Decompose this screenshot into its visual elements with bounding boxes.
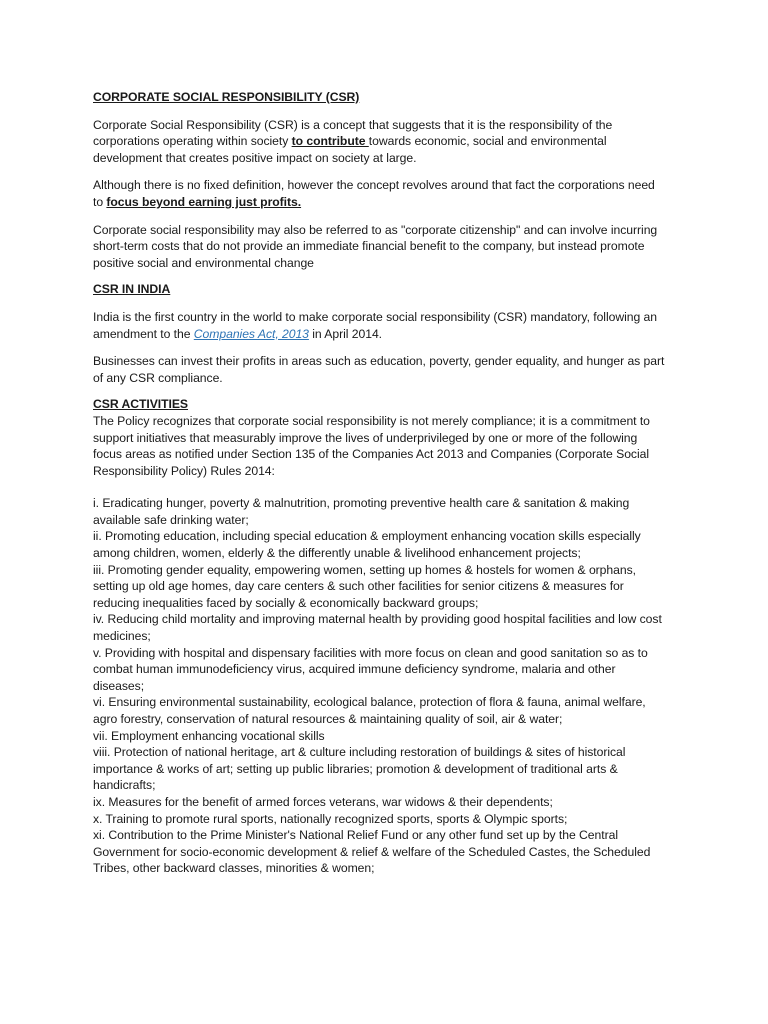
paragraph-policy: The Policy recognizes that corporate social responsibility is not merely compliance; it is a commitment to support initiatives that measurably improve the lives of underprivileged by one or more of the following focus areas as notified under Section 135 of the Companies Act 2013 and Companies (Corporate Social Responsibility Policy) Rules 2014: (93, 413, 650, 478)
activities-list (93, 495, 668, 877)
list-item: viii. Protection of national heritage, art & culture including restoration of buildings & sites of historical importance & works of art; setting up public libraries; promotion & development of traditional arts & handicrafts; (93, 745, 626, 793)
list-item: vi. Ensuring environmental sustainability, ecological balance, protection of flora & fauna, animal welfare, agro forestry, conservation of natural resources & maintaining quality of soil, air & water; (93, 695, 646, 726)
paragraph-text: Corporate Social Responsibility (CSR) is a concept that suggests that it is the responsibility of the corporations operating within society (93, 117, 613, 149)
heading-csr-in-india: CSR IN INDIA (93, 282, 171, 297)
heading-csr-activities: CSR ACTIVITIES (93, 397, 189, 412)
list-item: iii. Promoting gender equality, empowering women, setting up homes & hostels for women & orphans, setting up old age homes, day care centers & such other facilities for senior citizens & measures for reducing inequalities faced by socially & economically backward groups; (93, 562, 636, 610)
paragraph-text: towards economic, social and environmental development that creates positive impact on society at large. (93, 134, 607, 165)
list-item: v. Providing with hospital and dispensary facilities with more focus on clean and good sanitation so as to combat human immunodeficiency virus, acquired immune deficiency syndrome, malaria and other diseases; (93, 645, 648, 693)
list-item: ix. Measures for the benefit of armed forces veterans, war widows & their dependents; (93, 794, 553, 809)
paragraph-csr-concept (93, 177, 668, 210)
paragraph-csr-definition (93, 117, 668, 167)
emphasis-to-contribute: to contribute (291, 134, 369, 149)
list-item: ii. Promoting education, including special education & employment enhancing vocation skills especially among children, women, elderly & the differently unable & livelihood enhancement projects; (93, 529, 641, 561)
heading-csr: CORPORATE SOCIAL RESPONSIBILITY (CSR) (93, 90, 360, 104)
paragraph-businesses-invest: Businesses can invest their profits in areas such as education, poverty, gender equality, and hunger as part of any CSR compliance. (93, 354, 665, 385)
paragraph-text: in April 2014. (308, 326, 383, 341)
list-item: i. Eradicating hunger, poverty & malnutrition, promoting preventive health care & sanitation & making available safe drinking water; (93, 496, 630, 527)
paragraph-text: Although there is no fixed definition, however the concept revolves around that fact the corporations need to (93, 178, 655, 209)
paragraph-text: India is the first country in the world to make corporate social responsibility (CSR) mandatory, following an amendment to the (93, 309, 658, 341)
list-item: vii. Employment enhancing vocational skills (93, 728, 325, 743)
list-item: iv. Reducing child mortality and improving maternal health by providing good hospital facilities and low cost medicines; (93, 612, 662, 644)
companies-act-link[interactable]: Companies Act, 2013 (193, 326, 309, 341)
list-item: x. Training to promote rural sports, nationally recognized sports, sports & Olympic sports; (93, 811, 568, 826)
emphasis-focus-beyond-profits: focus beyond earning just profits. (106, 194, 302, 209)
paragraph-india-mandatory (93, 309, 668, 342)
list-item: xi. Contribution to the Prime Minister's National Relief Fund or any other fund set up by the Central Government for socio-economic development & relief & welfare of the Scheduled Castes, the Scheduled Tribes, other backward classes, minorities & women; (93, 828, 651, 876)
paragraph-corporate-citizenship: Corporate social responsibility may also be referred to as "corporate citizenship" and can involve incurring short-term costs that do not provide an immediate financial benefit to the company, but instead promote positive social and environmental change (93, 222, 658, 270)
